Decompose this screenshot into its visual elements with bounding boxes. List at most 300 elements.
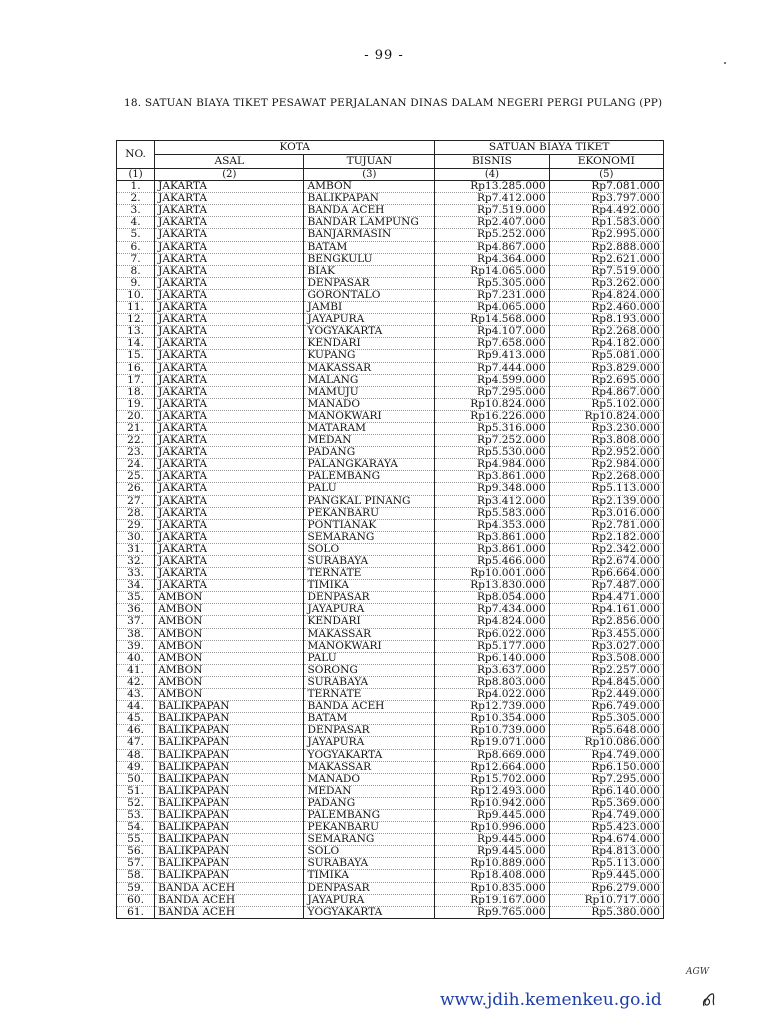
row-number: 36. xyxy=(117,604,155,616)
table-row xyxy=(117,229,664,241)
table-row xyxy=(117,422,664,434)
table-row xyxy=(117,447,664,459)
destination-city: DENPASAR xyxy=(304,882,435,894)
initials-mark: AGW xyxy=(686,967,709,977)
ekonomi-cost: Rp5.113.000 xyxy=(549,858,663,870)
ekonomi-cost: Rp3.455.000 xyxy=(549,628,663,640)
table-row xyxy=(117,749,664,761)
bisnis-cost: Rp14.568.000 xyxy=(435,314,549,326)
origin-city: BALIKPAPAN xyxy=(155,809,304,821)
row-number: 21. xyxy=(117,422,155,434)
origin-city: AMBON xyxy=(155,664,304,676)
origin-city: AMBON xyxy=(155,604,304,616)
destination-city: MAKASSAR xyxy=(304,628,435,640)
table-row xyxy=(117,531,664,543)
origin-city: BANDA ACEH xyxy=(155,894,304,906)
destination-city: GORONTALO xyxy=(304,289,435,301)
destination-city: MALANG xyxy=(304,374,435,386)
ekonomi-cost: Rp2.268.000 xyxy=(549,471,663,483)
ekonomi-cost: Rp2.342.000 xyxy=(549,543,663,555)
table-row xyxy=(117,858,664,870)
destination-city: BANDAR LAMPUNG xyxy=(304,217,435,229)
row-number: 5. xyxy=(117,229,155,241)
header-bisnis: BISNIS xyxy=(435,155,549,169)
destination-city: PANGKAL PINANG xyxy=(304,495,435,507)
bisnis-cost: Rp10.739.000 xyxy=(435,725,549,737)
bisnis-cost: Rp3.412.000 xyxy=(435,495,549,507)
bisnis-cost: Rp9.445.000 xyxy=(435,846,549,858)
row-number: 50. xyxy=(117,773,155,785)
ekonomi-cost: Rp3.016.000 xyxy=(549,507,663,519)
table-row xyxy=(117,410,664,422)
bisnis-cost: Rp12.664.000 xyxy=(435,761,549,773)
row-number: 61. xyxy=(117,906,155,918)
bisnis-cost: Rp5.530.000 xyxy=(435,447,549,459)
destination-city: BALIKPAPAN xyxy=(304,193,435,205)
destination-city: JAYAPURA xyxy=(304,604,435,616)
destination-city: PEKANBARU xyxy=(304,822,435,834)
origin-city: JAKARTA xyxy=(155,507,304,519)
bisnis-cost: Rp7.444.000 xyxy=(435,362,549,374)
ekonomi-cost: Rp3.230.000 xyxy=(549,422,663,434)
page-number: - 99 - xyxy=(364,48,404,63)
row-number: 11. xyxy=(117,302,155,314)
row-number: 30. xyxy=(117,531,155,543)
row-number: 34. xyxy=(117,580,155,592)
table-row xyxy=(117,664,664,676)
ekonomi-cost: Rp6.749.000 xyxy=(549,701,663,713)
ekonomi-cost: Rp4.471.000 xyxy=(549,592,663,604)
bisnis-cost: Rp8.803.000 xyxy=(435,676,549,688)
table-row xyxy=(117,556,664,568)
origin-city: JAKARTA xyxy=(155,568,304,580)
header-no: NO. xyxy=(117,141,155,169)
table-row xyxy=(117,737,664,749)
destination-city: MANADO xyxy=(304,398,435,410)
row-number: 12. xyxy=(117,314,155,326)
row-number: 14. xyxy=(117,338,155,350)
header-ekonomi: EKONOMI xyxy=(549,155,663,169)
destination-city: SURABAYA xyxy=(304,556,435,568)
ekonomi-cost: Rp5.102.000 xyxy=(549,398,663,410)
origin-city: BALIKPAPAN xyxy=(155,858,304,870)
destination-city: BIAK xyxy=(304,265,435,277)
ekonomi-cost: Rp5.423.000 xyxy=(549,822,663,834)
row-number: 16. xyxy=(117,362,155,374)
table-row xyxy=(117,870,664,882)
origin-city: JAKARTA xyxy=(155,241,304,253)
destination-city: MAKASSAR xyxy=(304,761,435,773)
ekonomi-cost: Rp2.621.000 xyxy=(549,253,663,265)
ekonomi-cost: Rp2.257.000 xyxy=(549,664,663,676)
origin-city: BANDA ACEH xyxy=(155,882,304,894)
row-number: 41. xyxy=(117,664,155,676)
ekonomi-cost: Rp6.150.000 xyxy=(549,761,663,773)
table-row xyxy=(117,483,664,495)
header-tujuan: TUJUAN xyxy=(304,155,435,169)
row-number: 52. xyxy=(117,797,155,809)
bisnis-cost: Rp5.252.000 xyxy=(435,229,549,241)
origin-city: JAKARTA xyxy=(155,386,304,398)
table-row xyxy=(117,628,664,640)
index-cell: (2) xyxy=(155,169,304,181)
destination-city: SORONG xyxy=(304,664,435,676)
row-number: 49. xyxy=(117,761,155,773)
origin-city: AMBON xyxy=(155,640,304,652)
bisnis-cost: Rp3.861.000 xyxy=(435,543,549,555)
table-row xyxy=(117,652,664,664)
destination-city: MANOKWARI xyxy=(304,640,435,652)
ekonomi-cost: Rp6.664.000 xyxy=(549,568,663,580)
origin-city: JAKARTA xyxy=(155,556,304,568)
destination-city: MEDAN xyxy=(304,435,435,447)
destination-city: BANJARMASIN xyxy=(304,229,435,241)
bisnis-cost: Rp7.658.000 xyxy=(435,338,549,350)
origin-city: JAKARTA xyxy=(155,217,304,229)
table-row xyxy=(117,289,664,301)
bisnis-cost: Rp4.599.000 xyxy=(435,374,549,386)
table-row xyxy=(117,701,664,713)
table-row xyxy=(117,350,664,362)
ekonomi-cost: Rp2.856.000 xyxy=(549,616,663,628)
destination-city: SEMARANG xyxy=(304,531,435,543)
origin-city: BALIKPAPAN xyxy=(155,834,304,846)
table-row xyxy=(117,362,664,374)
bisnis-cost: Rp5.583.000 xyxy=(435,507,549,519)
bisnis-cost: Rp3.861.000 xyxy=(435,471,549,483)
row-number: 32. xyxy=(117,556,155,568)
table-row xyxy=(117,761,664,773)
bisnis-cost: Rp12.493.000 xyxy=(435,785,549,797)
row-number: 45. xyxy=(117,713,155,725)
origin-city: JAKARTA xyxy=(155,253,304,265)
origin-city: JAKARTA xyxy=(155,265,304,277)
ekonomi-cost: Rp2.139.000 xyxy=(549,495,663,507)
destination-city: PONTIANAK xyxy=(304,519,435,531)
destination-city: KENDARI xyxy=(304,338,435,350)
table-row xyxy=(117,580,664,592)
row-number: 56. xyxy=(117,846,155,858)
bisnis-cost: Rp9.765.000 xyxy=(435,906,549,918)
origin-city: AMBON xyxy=(155,628,304,640)
bisnis-cost: Rp10.001.000 xyxy=(435,568,549,580)
row-number: 28. xyxy=(117,507,155,519)
ekonomi-cost: Rp6.279.000 xyxy=(549,882,663,894)
row-number: 2. xyxy=(117,193,155,205)
destination-city: PALU xyxy=(304,483,435,495)
destination-city: JAYAPURA xyxy=(304,737,435,749)
bisnis-cost: Rp7.412.000 xyxy=(435,193,549,205)
origin-city: JAKARTA xyxy=(155,519,304,531)
table-row xyxy=(117,689,664,701)
table-row xyxy=(117,592,664,604)
table-body xyxy=(117,181,664,919)
bisnis-cost: Rp4.867.000 xyxy=(435,241,549,253)
ekonomi-cost: Rp4.867.000 xyxy=(549,386,663,398)
origin-city: BALIKPAPAN xyxy=(155,713,304,725)
row-number: 24. xyxy=(117,459,155,471)
origin-city: JAKARTA xyxy=(155,422,304,434)
bisnis-cost: Rp7.295.000 xyxy=(435,386,549,398)
destination-city: PALU xyxy=(304,652,435,664)
destination-city: SURABAYA xyxy=(304,858,435,870)
row-number: 31. xyxy=(117,543,155,555)
table-row xyxy=(117,906,664,918)
row-number: 15. xyxy=(117,350,155,362)
row-number: 18. xyxy=(117,386,155,398)
bisnis-cost: Rp7.252.000 xyxy=(435,435,549,447)
bisnis-cost: Rp7.434.000 xyxy=(435,604,549,616)
bisnis-cost: Rp12.739.000 xyxy=(435,701,549,713)
row-number: 35. xyxy=(117,592,155,604)
bisnis-cost: Rp16.226.000 xyxy=(435,410,549,422)
row-number: 60. xyxy=(117,894,155,906)
row-number: 1. xyxy=(117,181,155,193)
origin-city: BALIKPAPAN xyxy=(155,725,304,737)
ekonomi-cost: Rp7.081.000 xyxy=(549,181,663,193)
index-cell: (4) xyxy=(435,169,549,181)
ekonomi-cost: Rp3.508.000 xyxy=(549,652,663,664)
origin-city: AMBON xyxy=(155,676,304,688)
bisnis-cost: Rp10.942.000 xyxy=(435,797,549,809)
row-number: 55. xyxy=(117,834,155,846)
row-number: 13. xyxy=(117,326,155,338)
bisnis-cost: Rp4.824.000 xyxy=(435,616,549,628)
header-asal: ASAL xyxy=(155,155,304,169)
ekonomi-cost: Rp4.674.000 xyxy=(549,834,663,846)
ekonomi-cost: Rp5.369.000 xyxy=(549,797,663,809)
table-row xyxy=(117,374,664,386)
table-row xyxy=(117,459,664,471)
ekonomi-cost: Rp2.695.000 xyxy=(549,374,663,386)
row-number: 37. xyxy=(117,616,155,628)
destination-city: BATAM xyxy=(304,713,435,725)
bisnis-cost: Rp13.830.000 xyxy=(435,580,549,592)
ekonomi-cost: Rp9.445.000 xyxy=(549,870,663,882)
destination-city: SEMARANG xyxy=(304,834,435,846)
bisnis-cost: Rp10.835.000 xyxy=(435,882,549,894)
origin-city: JAKARTA xyxy=(155,435,304,447)
bisnis-cost: Rp10.996.000 xyxy=(435,822,549,834)
row-number: 27. xyxy=(117,495,155,507)
origin-city: JAKARTA xyxy=(155,193,304,205)
section-heading: 18. SATUAN BIAYA TIKET PESAWAT PERJALANAN DINAS DALAM NEGERI PERGI PULANG (PP) xyxy=(124,97,663,109)
destination-city: KUPANG xyxy=(304,350,435,362)
destination-city: MANADO xyxy=(304,773,435,785)
destination-city: DENPASAR xyxy=(304,725,435,737)
ekonomi-cost: Rp5.081.000 xyxy=(549,350,663,362)
ekonomi-cost: Rp5.113.000 xyxy=(549,483,663,495)
ekonomi-cost: Rp4.845.000 xyxy=(549,676,663,688)
ekonomi-cost: Rp2.182.000 xyxy=(549,531,663,543)
bisnis-cost: Rp5.177.000 xyxy=(435,640,549,652)
ekonomi-cost: Rp7.295.000 xyxy=(549,773,663,785)
destination-city: MANOKWARI xyxy=(304,410,435,422)
origin-city: JAKARTA xyxy=(155,483,304,495)
origin-city: JAKARTA xyxy=(155,338,304,350)
bisnis-cost: Rp5.316.000 xyxy=(435,422,549,434)
origin-city: JAKARTA xyxy=(155,229,304,241)
ekonomi-cost: Rp4.161.000 xyxy=(549,604,663,616)
ekonomi-cost: Rp5.380.000 xyxy=(549,906,663,918)
destination-city: YOGYAKARTA xyxy=(304,749,435,761)
table-row xyxy=(117,338,664,350)
ekonomi-cost: Rp10.824.000 xyxy=(549,410,663,422)
table-row xyxy=(117,894,664,906)
destination-city: TERNATE xyxy=(304,568,435,580)
bisnis-cost: Rp5.466.000 xyxy=(435,556,549,568)
bisnis-cost: Rp9.348.000 xyxy=(435,483,549,495)
ekonomi-cost: Rp7.487.000 xyxy=(549,580,663,592)
row-number: 47. xyxy=(117,737,155,749)
origin-city: JAKARTA xyxy=(155,350,304,362)
ekonomi-cost: Rp6.140.000 xyxy=(549,785,663,797)
destination-city: PADANG xyxy=(304,447,435,459)
destination-city: JAMBI xyxy=(304,302,435,314)
row-number: 29. xyxy=(117,519,155,531)
ekonomi-cost: Rp2.995.000 xyxy=(549,229,663,241)
table-row xyxy=(117,543,664,555)
row-number: 9. xyxy=(117,277,155,289)
origin-city: AMBON xyxy=(155,689,304,701)
row-number: 20. xyxy=(117,410,155,422)
row-number: 57. xyxy=(117,858,155,870)
destination-city: SURABAYA xyxy=(304,676,435,688)
ekonomi-cost: Rp2.460.000 xyxy=(549,302,663,314)
destination-city: MAMUJU xyxy=(304,386,435,398)
row-number: 38. xyxy=(117,628,155,640)
destination-city: DENPASAR xyxy=(304,277,435,289)
destination-city: AMBON xyxy=(304,181,435,193)
index-cell: (5) xyxy=(549,169,663,181)
table-row xyxy=(117,241,664,253)
footer-url-link[interactable]: www.jdih.kemenkeu.go.id xyxy=(440,990,662,1010)
origin-city: JAKARTA xyxy=(155,374,304,386)
destination-city: BATAM xyxy=(304,241,435,253)
origin-city: JAKARTA xyxy=(155,302,304,314)
ekonomi-cost: Rp8.193.000 xyxy=(549,314,663,326)
destination-city: BENGKULU xyxy=(304,253,435,265)
row-number: 7. xyxy=(117,253,155,265)
ekonomi-cost: Rp10.086.000 xyxy=(549,737,663,749)
origin-city: JAKARTA xyxy=(155,289,304,301)
destination-city: PALEMBANG xyxy=(304,809,435,821)
table-row xyxy=(117,386,664,398)
origin-city: JAKARTA xyxy=(155,580,304,592)
row-number: 19. xyxy=(117,398,155,410)
origin-city: JAKARTA xyxy=(155,447,304,459)
row-number: 25. xyxy=(117,471,155,483)
origin-city: JAKARTA xyxy=(155,398,304,410)
destination-city: MEDAN xyxy=(304,785,435,797)
destination-city: JAYAPURA xyxy=(304,894,435,906)
bisnis-cost: Rp10.889.000 xyxy=(435,858,549,870)
bisnis-cost: Rp3.861.000 xyxy=(435,531,549,543)
origin-city: JAKARTA xyxy=(155,459,304,471)
bisnis-cost: Rp19.167.000 xyxy=(435,894,549,906)
row-number: 43. xyxy=(117,689,155,701)
table-row xyxy=(117,834,664,846)
header-kota: KOTA xyxy=(155,141,435,155)
ekonomi-cost: Rp5.305.000 xyxy=(549,713,663,725)
table-row xyxy=(117,326,664,338)
ekonomi-cost: Rp4.749.000 xyxy=(549,749,663,761)
row-number: 17. xyxy=(117,374,155,386)
row-number: 40. xyxy=(117,652,155,664)
origin-city: JAKARTA xyxy=(155,181,304,193)
origin-city: BALIKPAPAN xyxy=(155,737,304,749)
ekonomi-cost: Rp5.648.000 xyxy=(549,725,663,737)
bisnis-cost: Rp18.408.000 xyxy=(435,870,549,882)
table-row xyxy=(117,568,664,580)
ekonomi-cost: Rp7.519.000 xyxy=(549,265,663,277)
ekonomi-cost: Rp2.952.000 xyxy=(549,447,663,459)
ekonomi-cost: Rp4.492.000 xyxy=(549,205,663,217)
destination-city: PADANG xyxy=(304,797,435,809)
bisnis-cost: Rp2.407.000 xyxy=(435,217,549,229)
row-number: 58. xyxy=(117,870,155,882)
ekonomi-cost: Rp4.182.000 xyxy=(549,338,663,350)
ekonomi-cost: Rp3.797.000 xyxy=(549,193,663,205)
ekonomi-cost: Rp2.984.000 xyxy=(549,459,663,471)
ekonomi-cost: Rp2.449.000 xyxy=(549,689,663,701)
table-row xyxy=(117,181,664,193)
row-number: 59. xyxy=(117,882,155,894)
origin-city: JAKARTA xyxy=(155,543,304,555)
bisnis-cost: Rp4.364.000 xyxy=(435,253,549,265)
row-number: 39. xyxy=(117,640,155,652)
origin-city: BALIKPAPAN xyxy=(155,749,304,761)
bisnis-cost: Rp15.702.000 xyxy=(435,773,549,785)
ekonomi-cost: Rp2.268.000 xyxy=(549,326,663,338)
table-row xyxy=(117,302,664,314)
bisnis-cost: Rp6.022.000 xyxy=(435,628,549,640)
destination-city: PALEMBANG xyxy=(304,471,435,483)
destination-city: BANDA ACEH xyxy=(304,701,435,713)
origin-city: BALIKPAPAN xyxy=(155,773,304,785)
ekonomi-cost: Rp3.829.000 xyxy=(549,362,663,374)
bisnis-cost: Rp4.065.000 xyxy=(435,302,549,314)
row-number: 26. xyxy=(117,483,155,495)
table-row xyxy=(117,616,664,628)
bisnis-cost: Rp7.231.000 xyxy=(435,289,549,301)
table-row xyxy=(117,398,664,410)
bisnis-cost: Rp19.071.000 xyxy=(435,737,549,749)
index-cell: (1) xyxy=(117,169,155,181)
table-row xyxy=(117,822,664,834)
bisnis-cost: Rp4.022.000 xyxy=(435,689,549,701)
row-number: 6. xyxy=(117,241,155,253)
bisnis-cost: Rp9.445.000 xyxy=(435,809,549,821)
bisnis-cost: Rp9.413.000 xyxy=(435,350,549,362)
table-row xyxy=(117,797,664,809)
origin-city: JAKARTA xyxy=(155,277,304,289)
table-row xyxy=(117,507,664,519)
origin-city: JAKARTA xyxy=(155,495,304,507)
destination-city: DENPASAR xyxy=(304,592,435,604)
table-row xyxy=(117,471,664,483)
destination-city: MATARAM xyxy=(304,422,435,434)
row-number: 3. xyxy=(117,205,155,217)
row-number: 33. xyxy=(117,568,155,580)
bisnis-cost: Rp3.637.000 xyxy=(435,664,549,676)
origin-city: JAKARTA xyxy=(155,314,304,326)
table-row xyxy=(117,785,664,797)
ekonomi-cost: Rp2.781.000 xyxy=(549,519,663,531)
table-row xyxy=(117,217,664,229)
origin-city: JAKARTA xyxy=(155,205,304,217)
origin-city: BALIKPAPAN xyxy=(155,701,304,713)
